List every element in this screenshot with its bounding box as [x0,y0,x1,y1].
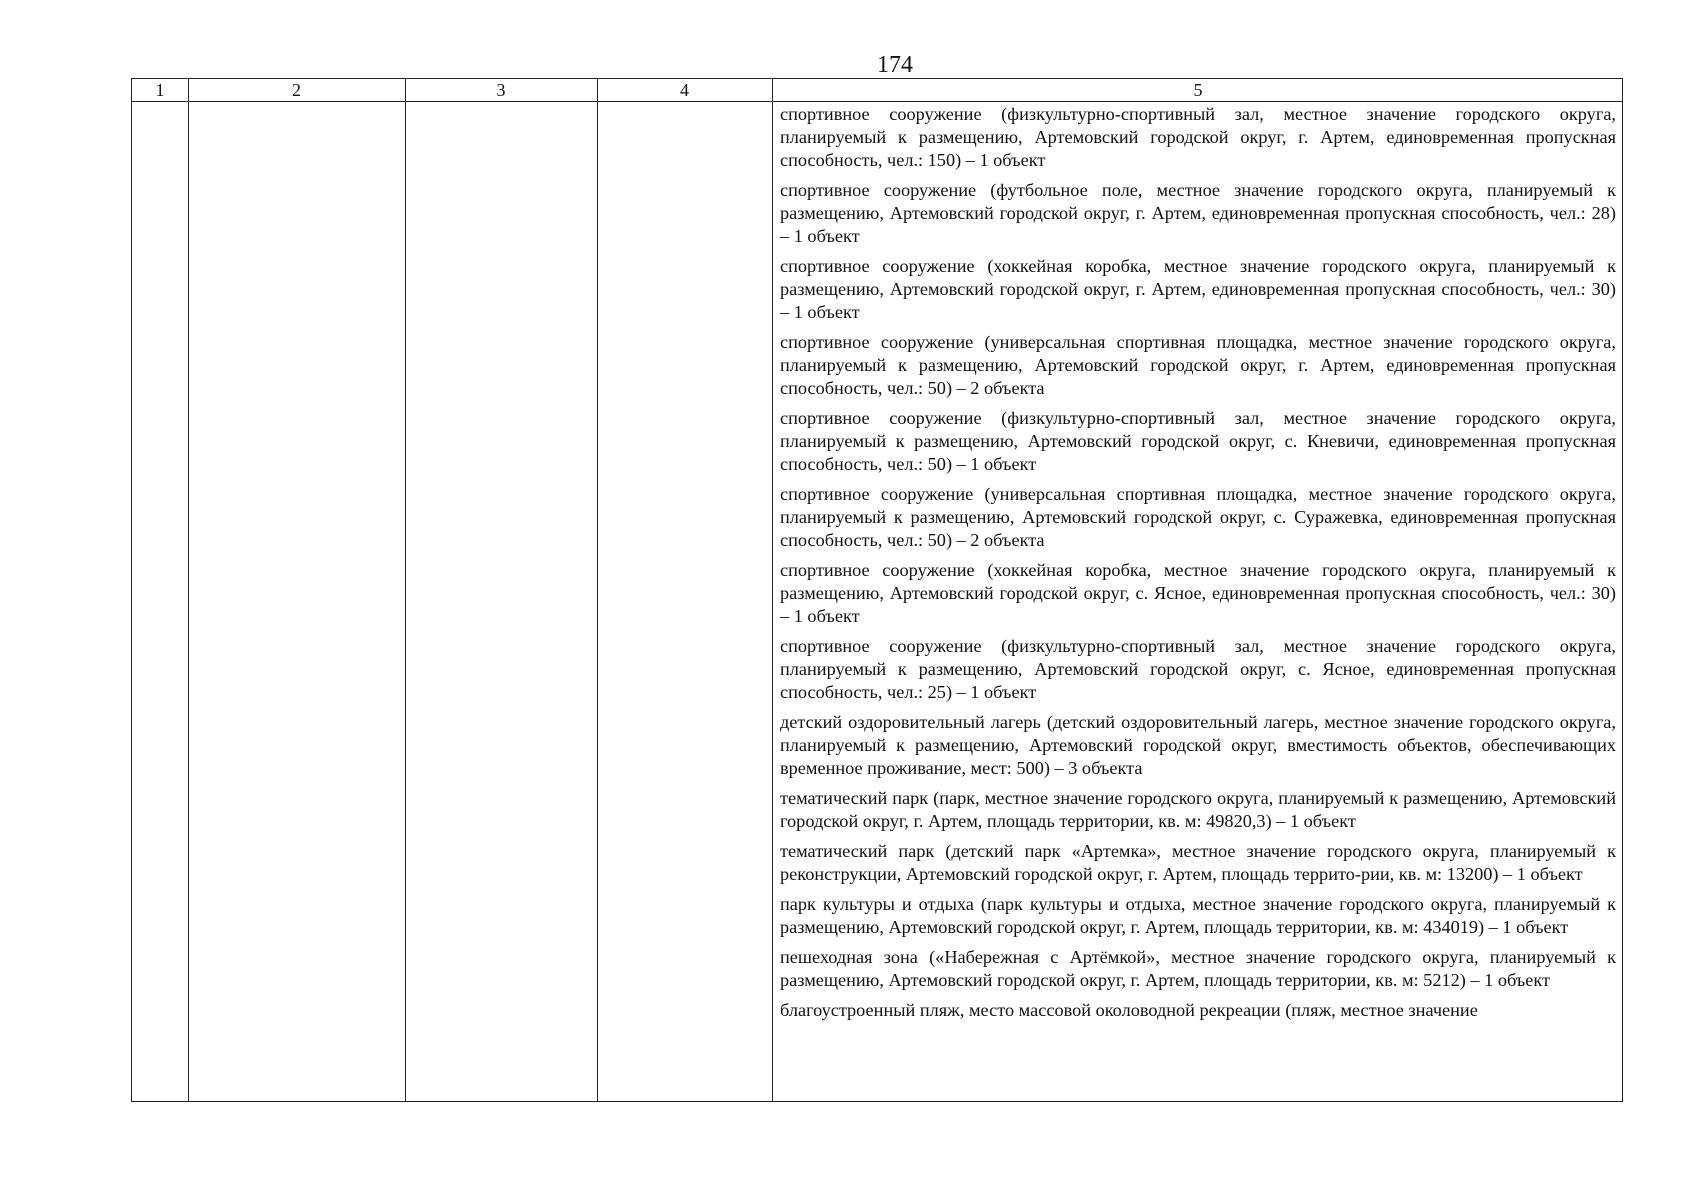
table-entry: спортивное сооружение (хоккейная коробка, местное значение городского округа, планируемый к размещению, Артемовский городской округ, с. Ясное, единовременная пропускная способность, чел.: 30) – 1 объект [780,560,1616,626]
table-entry: спортивное сооружение (физкультурно-спортивный зал, местное значение городского округа, планируемый к размещению, Артемовский городской округ, с. Кневичи, единовременная пропускная способность, чел.: 50) – 1 объект [780,408,1616,474]
table-entry: спортивное сооружение (универсальная спортивная площадка, местное значение городского округа, планируемый к размещению, Артемовский городской округ, с. Суражевка, единовременная пропускная способность, чел.: 50) – 2 объекта [780,484,1616,550]
header-divider [132,101,1622,102]
table-entry: детский оздоровительный лагерь (детский оздоровительный лагерь, местное значение городского округа, планируемый к размещению, Артемовский городской округ, вместимость объектов, обеспечивающих временное проживание, мест: 500) – 3 объекта [780,712,1616,778]
document-table [131,78,1623,1102]
table-entry: парк культуры и отдыха (парк культуры и отдыха, местное значение городского округа, планируемый к размещению, Артемовский городской округ, г. Артем, площадь территории, кв. м: 434019) – 1 объект [780,894,1616,937]
table-entry: спортивное сооружение (универсальная спортивная площадка, местное значение городского округа, планируемый к размещению, Артемовский городской округ, г. Артем, единовременная пропускная способность, чел.: 50) – 2 объекта [780,332,1616,398]
table-entry: тематический парк (парк, местное значение городского округа, планируемый к размещению, Артемовский городской округ, г. Артем, площадь территории, кв. м: 49820,3) – 1 объект [780,788,1616,831]
header-cell-3: 3 [496,80,506,100]
header-cell-1: 1 [155,80,165,100]
column-divider-2 [405,79,406,1101]
table-entry: благоустроенный пляж, место массовой околоводной рекреации (пляж, местное значение [780,1000,1478,1020]
header-cell-2: 2 [292,80,301,100]
table-entry: спортивное сооружение (хоккейная коробка, местное значение городского округа, планируемый к размещению, Артемовский городской округ, г. Артем, единовременная пропускная способность, чел.: 30) – 1 объект [780,256,1616,322]
column-divider-3 [597,79,598,1101]
column-divider-4 [772,79,773,1101]
table-entry: тематический парк (детский парк «Артемка», местное значение городского округа, планируемый к реконструкции, Артемовский городской округ, г. Артем, площадь террито-рии, кв. м: 13200) – 1 объект [780,841,1616,884]
header-cell-4: 4 [680,80,689,100]
page-number: 174 [877,52,913,78]
header-cell-5: 5 [1193,80,1203,100]
column-divider-1 [188,79,189,1101]
table-entry: спортивное сооружение (футбольное поле, местное значение городского округа, планируемый к размещению, Артемовский городской округ, г. Артем, единовременная пропускная способность, чел.: 28) – 1 объект [780,180,1616,246]
table-entry: пешеходная зона («Набережная с Артёмкой», местное значение городского округа, планируемый к размещению, Артемовский городской округ, г. Артем, площадь территории, кв. м: 5212) – 1 объект [780,947,1616,990]
table-entry: спортивное сооружение (физкультурно-спортивный зал, местное значение городского округа, планируемый к размещению, Артемовский городской округ, г. Артем, единовременная пропускная способность, чел.: 150) – 1 объект [780,104,1616,170]
column-5-content [780,103,1616,1101]
table-entry: спортивное сооружение (физкультурно-спортивный зал, местное значение городского округа, планируемый к размещению, Артемовский городской округ, с. Ясное, единовременная пропускная способность, чел.: 25) – 1 объект [780,636,1616,702]
